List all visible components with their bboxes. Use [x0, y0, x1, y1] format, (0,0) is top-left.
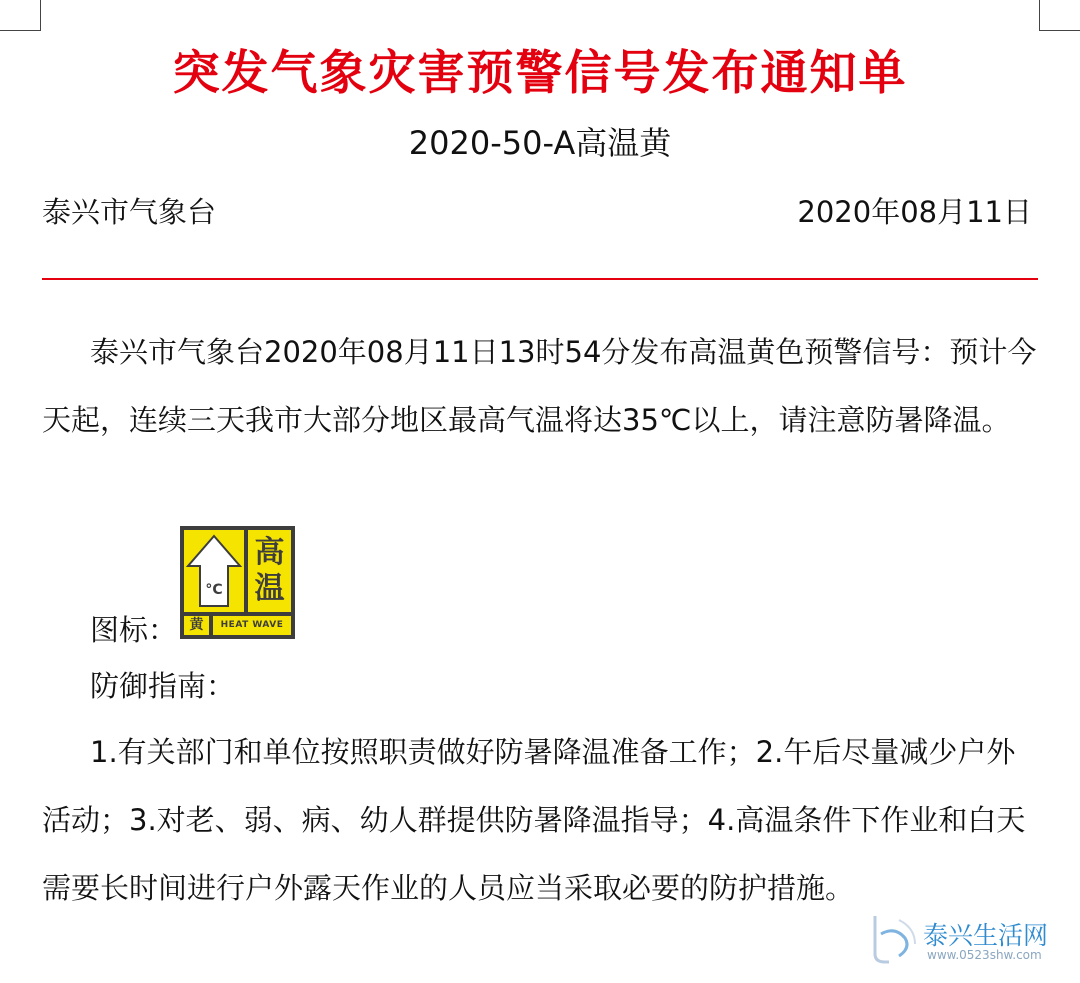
issuer: 泰兴市气象台: [42, 195, 217, 229]
issue-date: 2020年08月11日: [797, 195, 1032, 229]
signal-english: HEAT WAVE: [213, 616, 291, 635]
watermark-logo-icon: [865, 910, 921, 966]
notice-title: 突发气象灾害预警信号发布通知单: [172, 46, 908, 101]
arrow-icon: [184, 530, 244, 612]
heat-warning-yellow-icon: [180, 526, 295, 639]
site-watermark: [865, 910, 1065, 970]
signal-char-bottom: 温: [254, 571, 285, 606]
red-divider: [42, 278, 1038, 280]
signal-char-top: 高: [254, 535, 285, 570]
watermark-url: www.0523shw.com: [927, 948, 1042, 962]
signal-level: 黄: [184, 616, 209, 635]
page-corner-mark: [1039, 0, 1080, 31]
page-corner-mark: [0, 0, 41, 31]
watermark-name: 泰兴生活网: [923, 921, 1049, 950]
icon-label: 图标：: [90, 613, 178, 647]
guide-text: 1.有关部门和单位按照职责做好防暑降温准备工作；2.午后尽量减少户外活动；3.对老、弱、病、幼人群提供防暑降温指导；4.高温条件下作业和白天需要长时间进行户外露天作业的人员应当采取必要的防护措施。: [42, 735, 1026, 905]
notice-body: 泰兴市气象台2020年08月11日13时54分发布高温黄色预警信号：预计今天起，连续三天我市大部分地区最高气温将达35℃以上，请注意防暑降温。: [42, 335, 1037, 437]
unit-label: °C: [205, 582, 223, 598]
guide-label: 防御指南：: [90, 669, 236, 703]
signal-text-box: [248, 530, 291, 612]
notice-number: 2020-50-A高温黄: [408, 124, 672, 162]
